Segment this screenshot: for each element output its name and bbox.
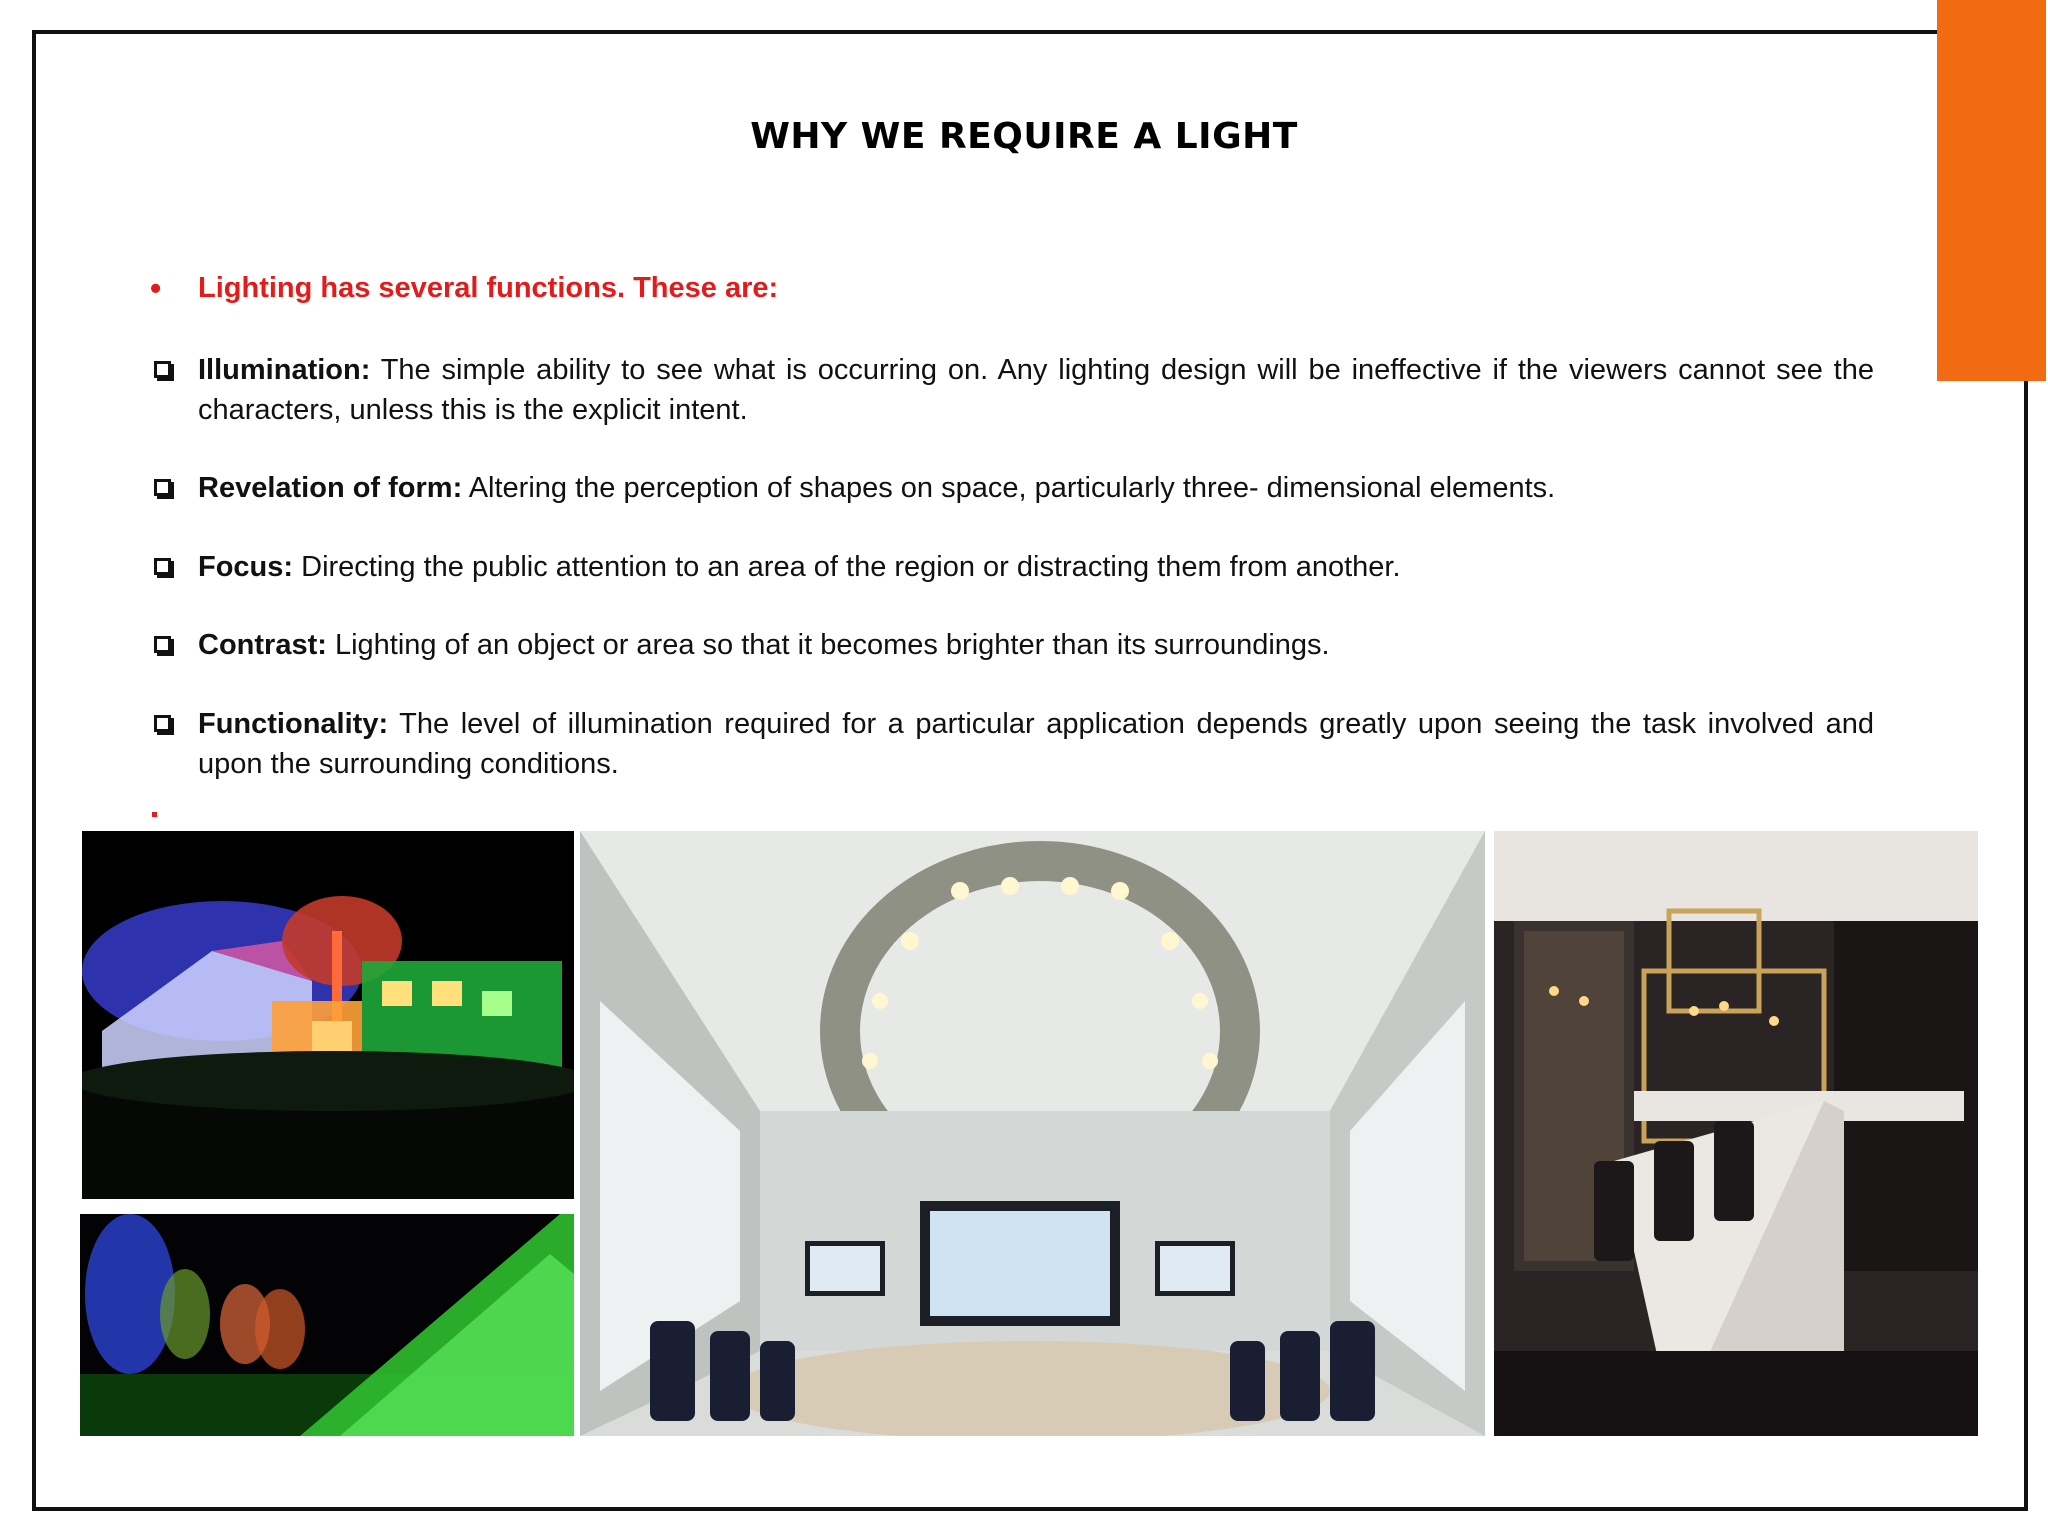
item-label: Illumination:	[198, 354, 371, 386]
slide-title: WHY WE REQUIRE A LIGHT	[750, 116, 1298, 157]
photo-conference-room	[580, 831, 1485, 1436]
list-item-contrast	[152, 625, 1874, 665]
item-label: Focus:	[198, 551, 294, 583]
item-label: Functionality:	[198, 708, 389, 740]
item-text: The level of illumination required for a particular application depends greatly upon seeing the task involved and upon the surrounding conditions.	[198, 708, 1874, 780]
item-label: Revelation of form:	[198, 472, 463, 504]
list-item-functionality	[152, 704, 1874, 784]
photo-kitchen	[1494, 831, 1978, 1436]
checkbox-icon	[154, 361, 171, 378]
photo-night-house	[82, 831, 574, 1199]
checkbox-icon	[154, 636, 171, 653]
photo-lit-trees	[80, 1214, 574, 1436]
list-item-focus	[152, 547, 1874, 587]
checkbox-icon	[154, 715, 171, 732]
checkbox-icon	[154, 479, 171, 496]
checkbox-icon	[154, 558, 171, 575]
bullet-icon: •	[150, 270, 162, 306]
accent-bar	[1937, 0, 2046, 381]
item-label: Contrast:	[198, 629, 327, 661]
intro-text: Lighting has several functions. These are:	[198, 272, 779, 304]
list-item-illumination	[152, 350, 1874, 430]
list-item-revelation-of-form	[152, 468, 1874, 508]
item-text: Altering the perception of shapes on space, particularly three- dimensional elements.	[462, 472, 1556, 504]
item-text: The simple ability to see what is occurring on. Any lighting design will be ineffective if the viewers cannot see the characters, unless this is the explicit intent.	[198, 354, 1874, 426]
stray-bullet	[152, 812, 157, 817]
item-text: Lighting of an object or area so that it becomes brighter than its surroundings.	[326, 629, 1330, 661]
item-text: Directing the public attention to an area of the region or distracting them from another.	[293, 551, 1401, 583]
